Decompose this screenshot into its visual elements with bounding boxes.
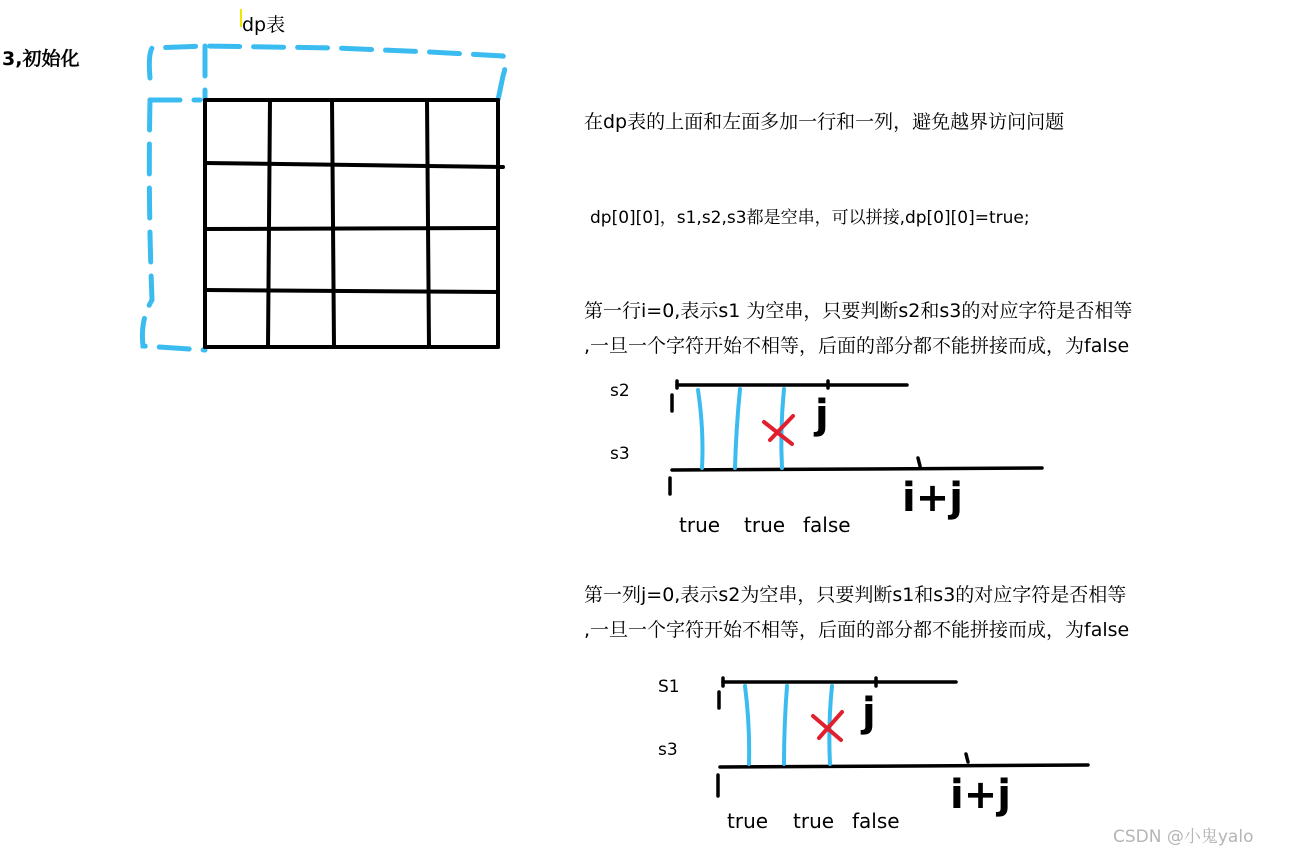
sketch1-j-mark: j	[815, 392, 829, 438]
section-title: 3,初始化	[2, 48, 80, 70]
paragraph-extra-row-col: 在dp表的上面和左面多加一行和一列，避免越界访问问题	[584, 111, 1065, 133]
dp-extra-border-dashed	[142, 46, 505, 350]
sketch2-result-2: true	[793, 809, 835, 833]
paragraph-first-col-line1: 第一列j=0,表示s2为空串，只要判断s1和s3的对应字符是否相等	[584, 584, 1127, 606]
watermark: CSDN @小鬼yalo	[1113, 827, 1254, 847]
sketch2-result-1: true	[727, 809, 769, 833]
paragraph-first-col-line2: ,一旦一个字符开始不相等，后面的部分都不能拼接而成，为false	[584, 619, 1130, 641]
sketch1-bottom-label: s3	[610, 444, 630, 464]
sketch1-mismatch-cross	[764, 416, 793, 444]
sketch1-result-3: false	[803, 513, 851, 537]
sketch1-top-label: s2	[610, 381, 630, 401]
sketch1-result-1: true	[679, 513, 721, 537]
dp-grid	[205, 100, 503, 347]
paragraph-first-row-line1: 第一行i=0,表示s1 为空串，只要判断s2和s3的对应字符是否相等	[584, 300, 1133, 322]
sketch2-match-lines	[745, 686, 832, 764]
paragraph-first-row-line2: ,一旦一个字符开始不相等，后面的部分都不能拼接而成，为false	[584, 335, 1130, 357]
sketch2-result-3: false	[852, 809, 900, 833]
sketch2-ij-mark: i+j	[950, 772, 1011, 818]
dp-table-label: dp表	[242, 14, 286, 36]
sketch1-result-2: true	[744, 513, 786, 537]
sketch2-j-mark: j	[862, 690, 876, 736]
paragraph-dp00: dp[0][0]，s1,s2,s3都是空串，可以拼接,dp[0][0]=true;	[590, 208, 1030, 228]
sketch2-top-label: S1	[658, 677, 680, 697]
sketch2-strings	[718, 678, 1088, 796]
sketch1-ij-mark: i+j	[902, 475, 963, 521]
sketch2-bottom-label: s3	[658, 740, 678, 760]
sketch1-strings	[670, 381, 1042, 494]
